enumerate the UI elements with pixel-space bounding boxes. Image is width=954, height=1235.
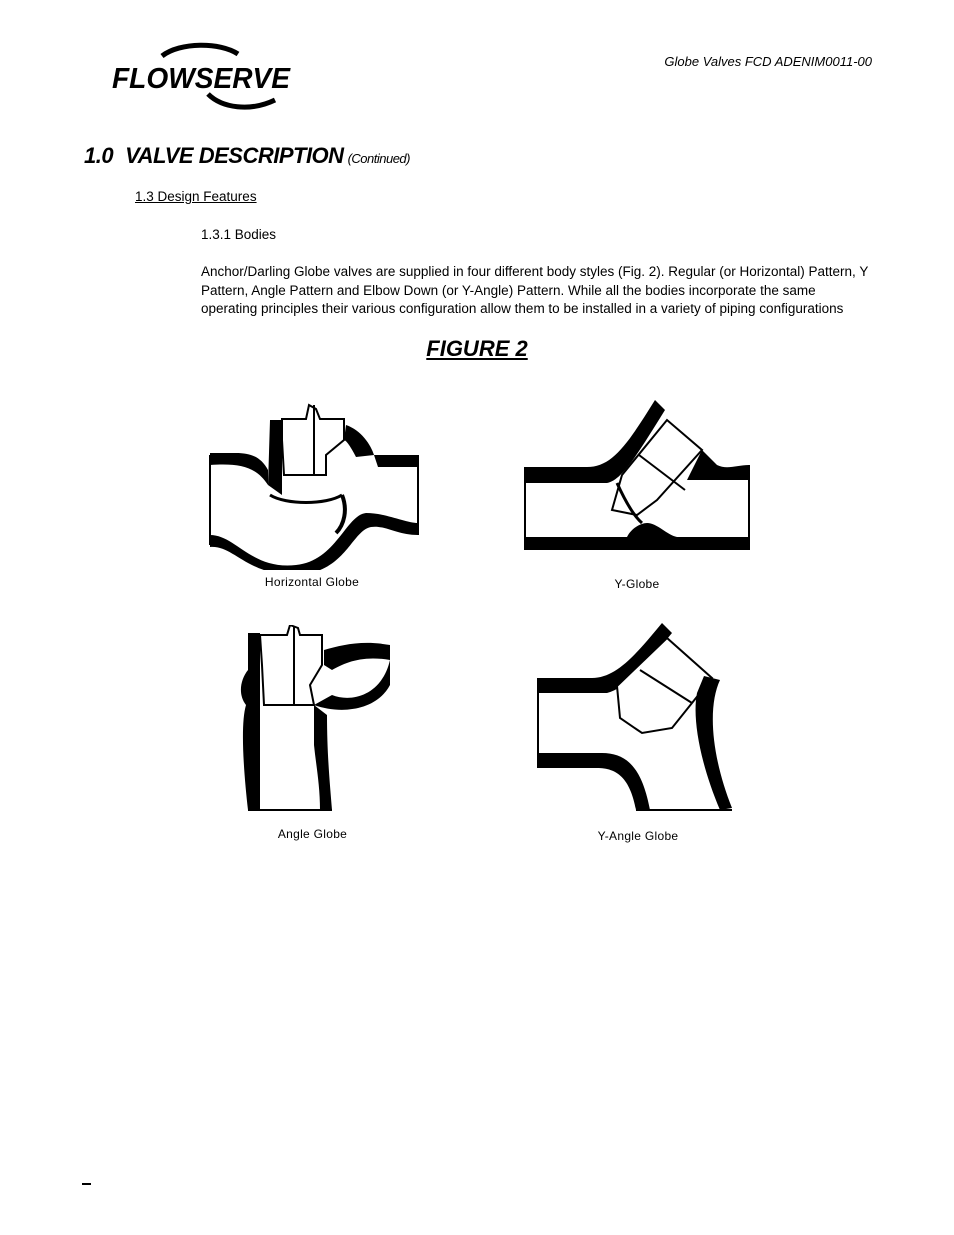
svg-text:FLOWSERVE: FLOWSERVE [112, 63, 292, 95]
footer-mark [82, 1183, 91, 1185]
caption-horizontal-globe: Horizontal Globe [264, 575, 360, 589]
subsubsection-heading: 1.3.1 Bodies [201, 227, 277, 242]
flowserve-logo [110, 42, 295, 118]
document-id: Globe Valves FCD ADENIM0011-00 [664, 54, 872, 69]
continued-label: (Continued) [347, 151, 410, 166]
horizontal-globe-illustration [196, 395, 436, 570]
angle-globe-illustration [232, 625, 472, 820]
caption-angle-globe: Angle Globe [277, 827, 348, 841]
caption-y-globe: Y-Globe [614, 577, 660, 591]
section-number: 1.0 [84, 143, 114, 168]
body-paragraph: Anchor/Darling Globe valves are supplied in four different body styles (Fig. 2). Regular (or Horizontal) Pattern, Y Pattern, Angle Pattern and Elbow Down (or Y-Angle) Pattern. While all the bodies incorporate the same operating principles their various configuration allow them to be installed in a variety of piping configurations [201, 264, 869, 316]
y-angle-globe-illustration [532, 618, 772, 818]
subsection-heading: 1.3 Design Features [135, 189, 257, 204]
caption-y-angle-globe: Y-Angle Globe [597, 829, 679, 843]
section-title: VALVE DESCRIPTION [125, 143, 344, 168]
figure-title: FIGURE 2 [426, 336, 528, 361]
section-heading [84, 143, 410, 169]
y-globe-illustration [517, 395, 757, 560]
